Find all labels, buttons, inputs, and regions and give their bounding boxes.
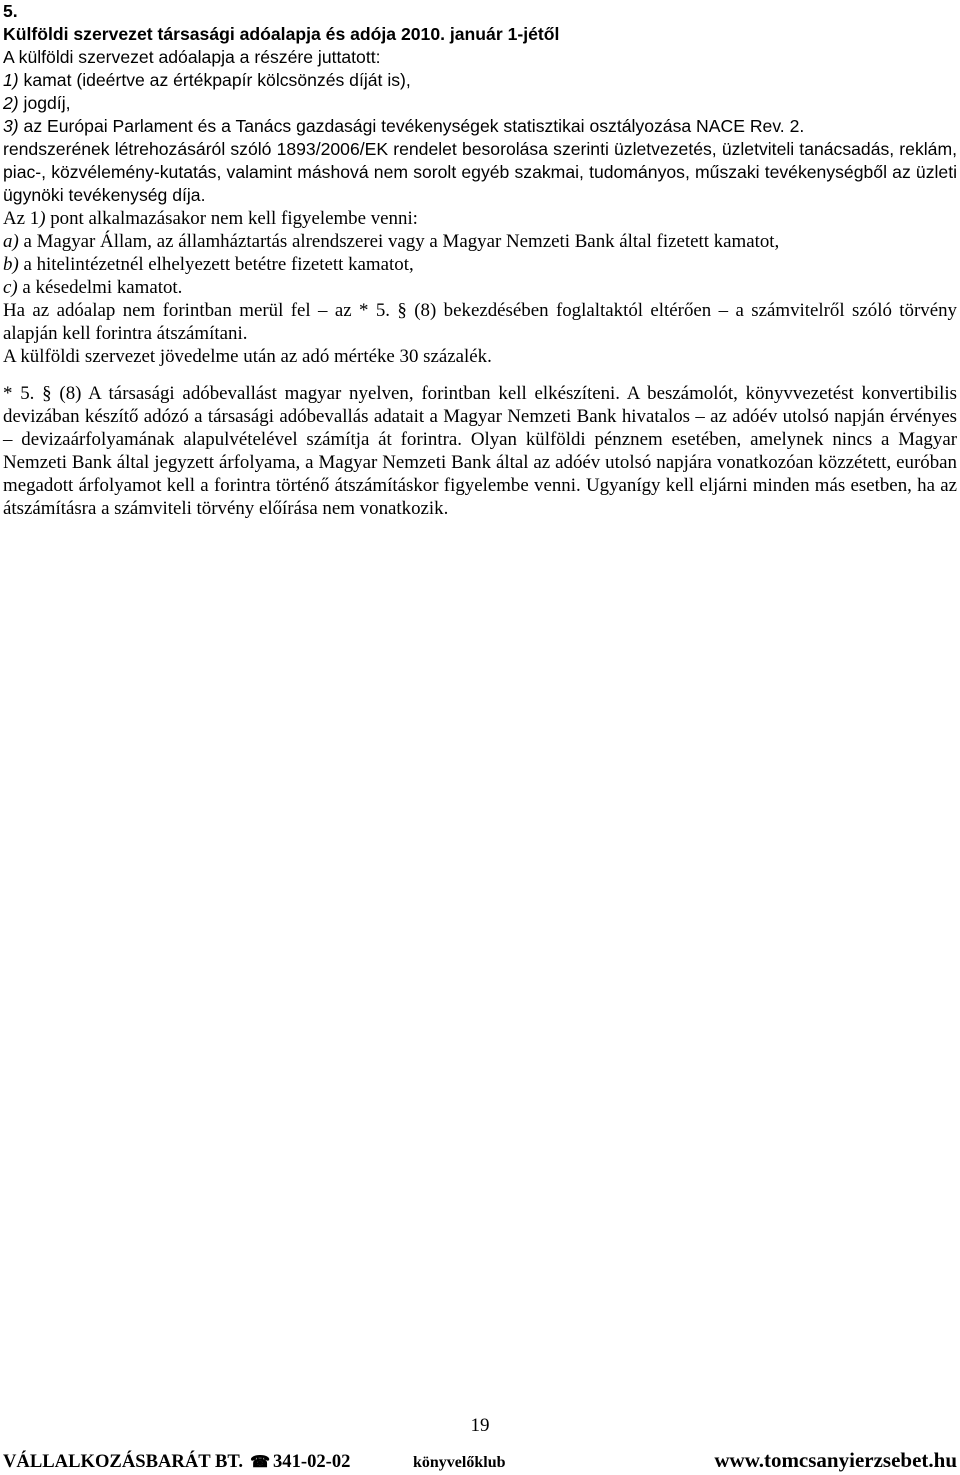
tax-rate: A külföldi szervezet jövedelme után az adó mértéke 30 százalék.: [3, 346, 492, 367]
section-intro: A külföldi szervezet adóalapja a részére juttatott:: [3, 47, 381, 67]
footnote: * 5. § (8) A társasági adóbevallást magyar nyelven, forintban kell elkészíteni. A beszámolót, könyvvezetést konvertibilis devizában készítő adózó a társasági adóbevallás adatait a Magyar Nemzeti Bank hivatalos – az adóév utolsó napján érvényes – devizaárfolyamának alapulvételével számítja át forintra. Olyan külföldi pénznem esetében, amelynek nincs a Magyar Nemzeti Bank által jegyzett árfolyama, a Magyar Nemzeti Bank által az adóév utolsó napjára vonatkozóan közzétett, euróban megadott árfolyamot kell a forintra történő átszámításkor figyelembe venni. Ugyanígy kell eljárni minden más esetben, ha az átszámításra a számviteli törvény előírása nem vonatkozik.: [3, 383, 957, 519]
exception-label: a): [3, 231, 19, 252]
footer-website: www.tomcsanyierzsebet.hu: [714, 1448, 957, 1472]
document-page: [3, 0, 957, 520]
section-number: 5.: [3, 1, 18, 21]
item-text: kamat (ideértve az értékpapír kölcsönzés díját is),: [18, 70, 411, 90]
item-label: 3): [3, 116, 19, 136]
page-number: 19: [470, 1415, 490, 1436]
item3-continuation: rendszerének létrehozásáról szóló 1893/2006/EK rendelet besorolása szerinti üzletvezetés, üzletviteli tanácsadás, reklám, piac-, közvélemény-kutatás, valamint máshová nem sorolt egyéb szakmai, tudományos, műszaki tevékenységből az üzleti ügynöki tevékenység díja.: [3, 139, 957, 205]
telephone-icon: ☎: [250, 1454, 270, 1471]
item-text: jogdíj,: [18, 93, 71, 113]
exception-item: a) a Magyar Állam, az államháztartás alrendszerei vagy a Magyar Nemzeti Bank által fizetett kamatot,: [3, 231, 780, 252]
exceptions-intro: Az 1) pont alkalmazásakor nem kell figyelembe venni:: [3, 208, 418, 229]
section-title: Külföldi szervezet társasági adóalapja és adója 2010. január 1-jétől: [3, 24, 560, 44]
list-item: [3, 92, 957, 115]
spacer: [3, 368, 957, 382]
list-item: [3, 69, 957, 92]
item-label: 2): [3, 93, 19, 113]
exception-item: b) a hitelintézetnél elhelyezett betétre fizetett kamatot,: [3, 254, 414, 275]
item-label: 1): [3, 70, 19, 90]
footer-company: VÁLLALKOZÁSBARÁT BT.: [3, 1451, 244, 1472]
footer-company-group: [3, 1451, 413, 1473]
page-footer: [3, 1448, 957, 1472]
currency-rule: Ha az adóalap nem forintban merül fel – az * 5. § (8) bekezdésében foglaltaktól eltérően – a számvitelről szóló törvény alapján kell forintra átszámítani.: [3, 300, 957, 344]
item-text: az Európai Parlament és a Tanács gazdasági tevékenységek statisztikai osztályozása NACE Rev. 2.: [18, 116, 805, 136]
exception-label: b): [3, 254, 19, 275]
footer-club: könyvelőklub: [413, 1454, 506, 1471]
exception-label: c): [3, 277, 18, 298]
list-item: [3, 115, 957, 138]
exception-item: c) a késedelmi kamatot.: [3, 277, 183, 298]
footer-phone: 341-02-02: [273, 1451, 351, 1472]
